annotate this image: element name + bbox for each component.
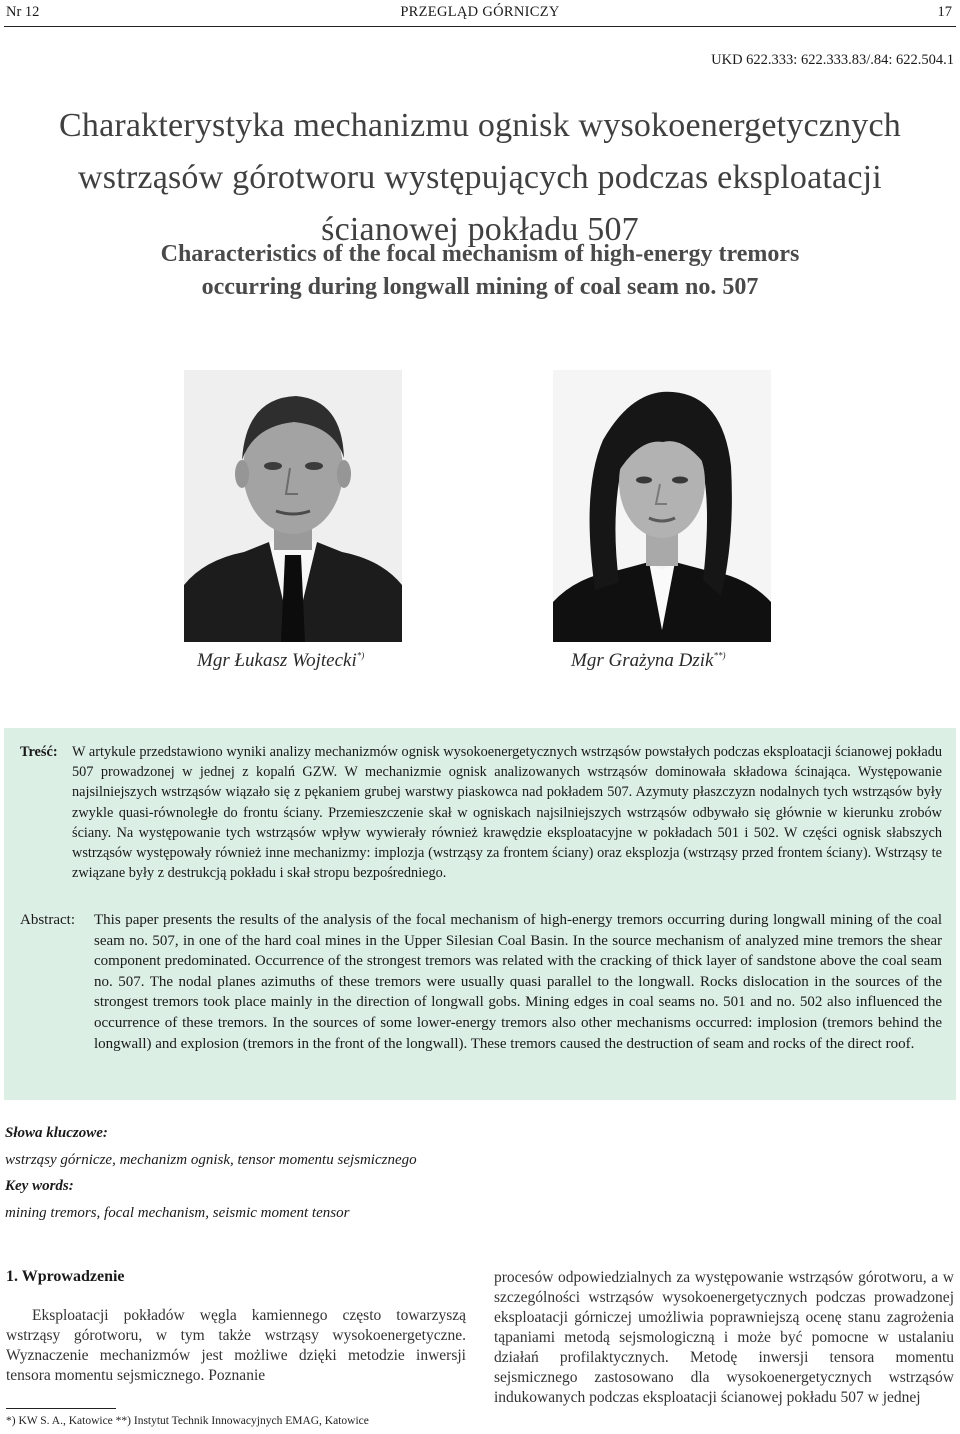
keywords-value: wstrząsy górnicze, mechanizm ognisk, tensor momentu sejsmicznego bbox=[5, 1151, 417, 1168]
abstract-text: W artykule przedstawiono wyniki analizy mechanizmów ognisk wysokoenergetycznych wstrząsów powstałych podczas eksploatacji ścianowej pokładu 507 prowadzonej w jednej z kopalń GZW. W mechanizmie ognisk analizowanych wstrząsów dominowała składowa ścinająca. Występowanie najsilniejszych wstrząsów wiązało się z pękaniem grubej warstwy piaskowca nad pokładem 507. Azymuty płaszczyzn nodalnych tych wstrząsów były zwykle quasi-równoległe do frontu ściany. Przemieszczenie skał w ogniskach najsilniejszych wstrząsów odbywało się głównie w kierunku zrobów ściany. Na występowanie tych wstrząsów wpływ wywierały również krawędzie eksploatacyjne w pokładach 501 i 502. W części ognisk słabszych wstrząsów występowały również inne mechanizmy: implozja (wstrząsy za frontem ściany) oraz eksplozja (wstrząsy przed frontem ściany). Wstrząsy te związane były z destrukcją pokładu i skał stropu bezpośredniego. bbox=[72, 744, 942, 882]
abstract-english bbox=[20, 910, 942, 1054]
page-number: 17 bbox=[937, 4, 952, 20]
author-name-text: Mgr Grażyna Dzik bbox=[571, 650, 714, 671]
title-line: Characteristics of the focal mechanism of high-energy tremors bbox=[160, 241, 800, 267]
abstract-polish bbox=[20, 742, 942, 883]
author-name-text: Mgr Łukasz Wojtecki bbox=[197, 650, 357, 671]
author-name bbox=[197, 650, 364, 672]
keywords-label: Key words: bbox=[5, 1178, 74, 1194]
running-header bbox=[4, 0, 956, 27]
author-photo bbox=[184, 370, 402, 642]
title-line: wstrząsów górotworu występujących podczas eksploatacji bbox=[78, 159, 882, 196]
author-affiliation-mark: **) bbox=[713, 650, 726, 661]
body-column-left: Eksploatacji pokładów węgla kamiennego często towarzyszą wstrząsy górotworu, w tym także wstrząsy wysokoenergetyczne. Wyznaczenie mechanizmów jest możliwe dzięki metodzie inwersji tensora momentu sejsmicznego. Poznanie bbox=[6, 1307, 466, 1384]
journal-name: PRZEGLĄD GÓRNICZY bbox=[400, 4, 560, 20]
footnote-rule bbox=[6, 1408, 116, 1409]
abstract-label: Abstract: bbox=[20, 912, 75, 928]
issue-number: Nr 12 bbox=[6, 4, 40, 20]
abstract-label: Treść: bbox=[20, 744, 58, 760]
keywords-label: Słowa kluczowe: bbox=[5, 1125, 108, 1141]
abstract-box bbox=[4, 728, 956, 1100]
portrait-man bbox=[184, 370, 402, 642]
title-english bbox=[0, 238, 960, 304]
abstract-text: This paper presents the results of the analysis of the focal mechanism of high-energy tremors occurring during longwall mining of the coal seam no. 507, in one of the hard coal mines in the Upper Silesian Coal Basin. In the source mechanism of analyzed mine tremors the shear component predominated. Occurrence of the strongest tremors was related with the cracking of thick layer of sandstone above the coal seam no. 507. The nodal planes azimuths of these tremors were usually quasi parallel to the longwall. Rocks dislocation in the sources of the strongest tremors took place mainly in the direction of longwall gobs. Mining edges in coal seams no. 501 and no. 502 also influenced the occurrence of these tremors. In the sources of some lower-energy tremors also other mechanisms occurred: implosion (tremors behind the longwall) and explosion (tremors in the front of the longwall). These tremors caused the destruction of seam and rocks of the direct roof. bbox=[94, 912, 942, 1052]
ukd-classification: UKD 622.333: 622.333.83/.84: 622.504.1 bbox=[711, 52, 954, 68]
title-line: occurring during longwall mining of coal seam no. 507 bbox=[201, 274, 759, 300]
author-affiliation-mark: *) bbox=[356, 650, 365, 661]
keywords-value: mining tremors, focal mechanism, seismic moment tensor bbox=[5, 1204, 350, 1221]
footnote: *) KW S. A., Katowice **) Instytut Technik Innowacyjnych EMAG, Katowice bbox=[6, 1415, 369, 1427]
section-heading: 1. Wprowadzenie bbox=[6, 1268, 125, 1285]
author-name bbox=[571, 650, 726, 672]
title-line: Charakterystyka mechanizmu ognisk wysokoenergetycznych bbox=[59, 107, 901, 144]
body-column-right: procesów odpowiedzialnych za występowanie wstrząsów górotworu, a w szczególności wstrząsów wysokoenergetycznych podczas prowadzonej eksploatacji górniczej umożliwia poprawniejszą ocenę stanu zagrożenia tąpaniami metodą sejsmologiczną i może być pomocne w ustalaniu działań profilaktycznych. Metodę inwersji tensora momentu sejsmicznego zastosowano dla wysokoenergetycznych wstrząsów indukowanych podczas eksploatacji ścianowej pokładu 507 w jednej bbox=[494, 1269, 954, 1406]
title-line: ścianowej pokładu 507 bbox=[321, 211, 639, 248]
title-polish bbox=[0, 100, 960, 256]
portrait-woman bbox=[553, 370, 771, 642]
keywords-section bbox=[5, 1120, 417, 1226]
author-photo bbox=[553, 370, 771, 642]
